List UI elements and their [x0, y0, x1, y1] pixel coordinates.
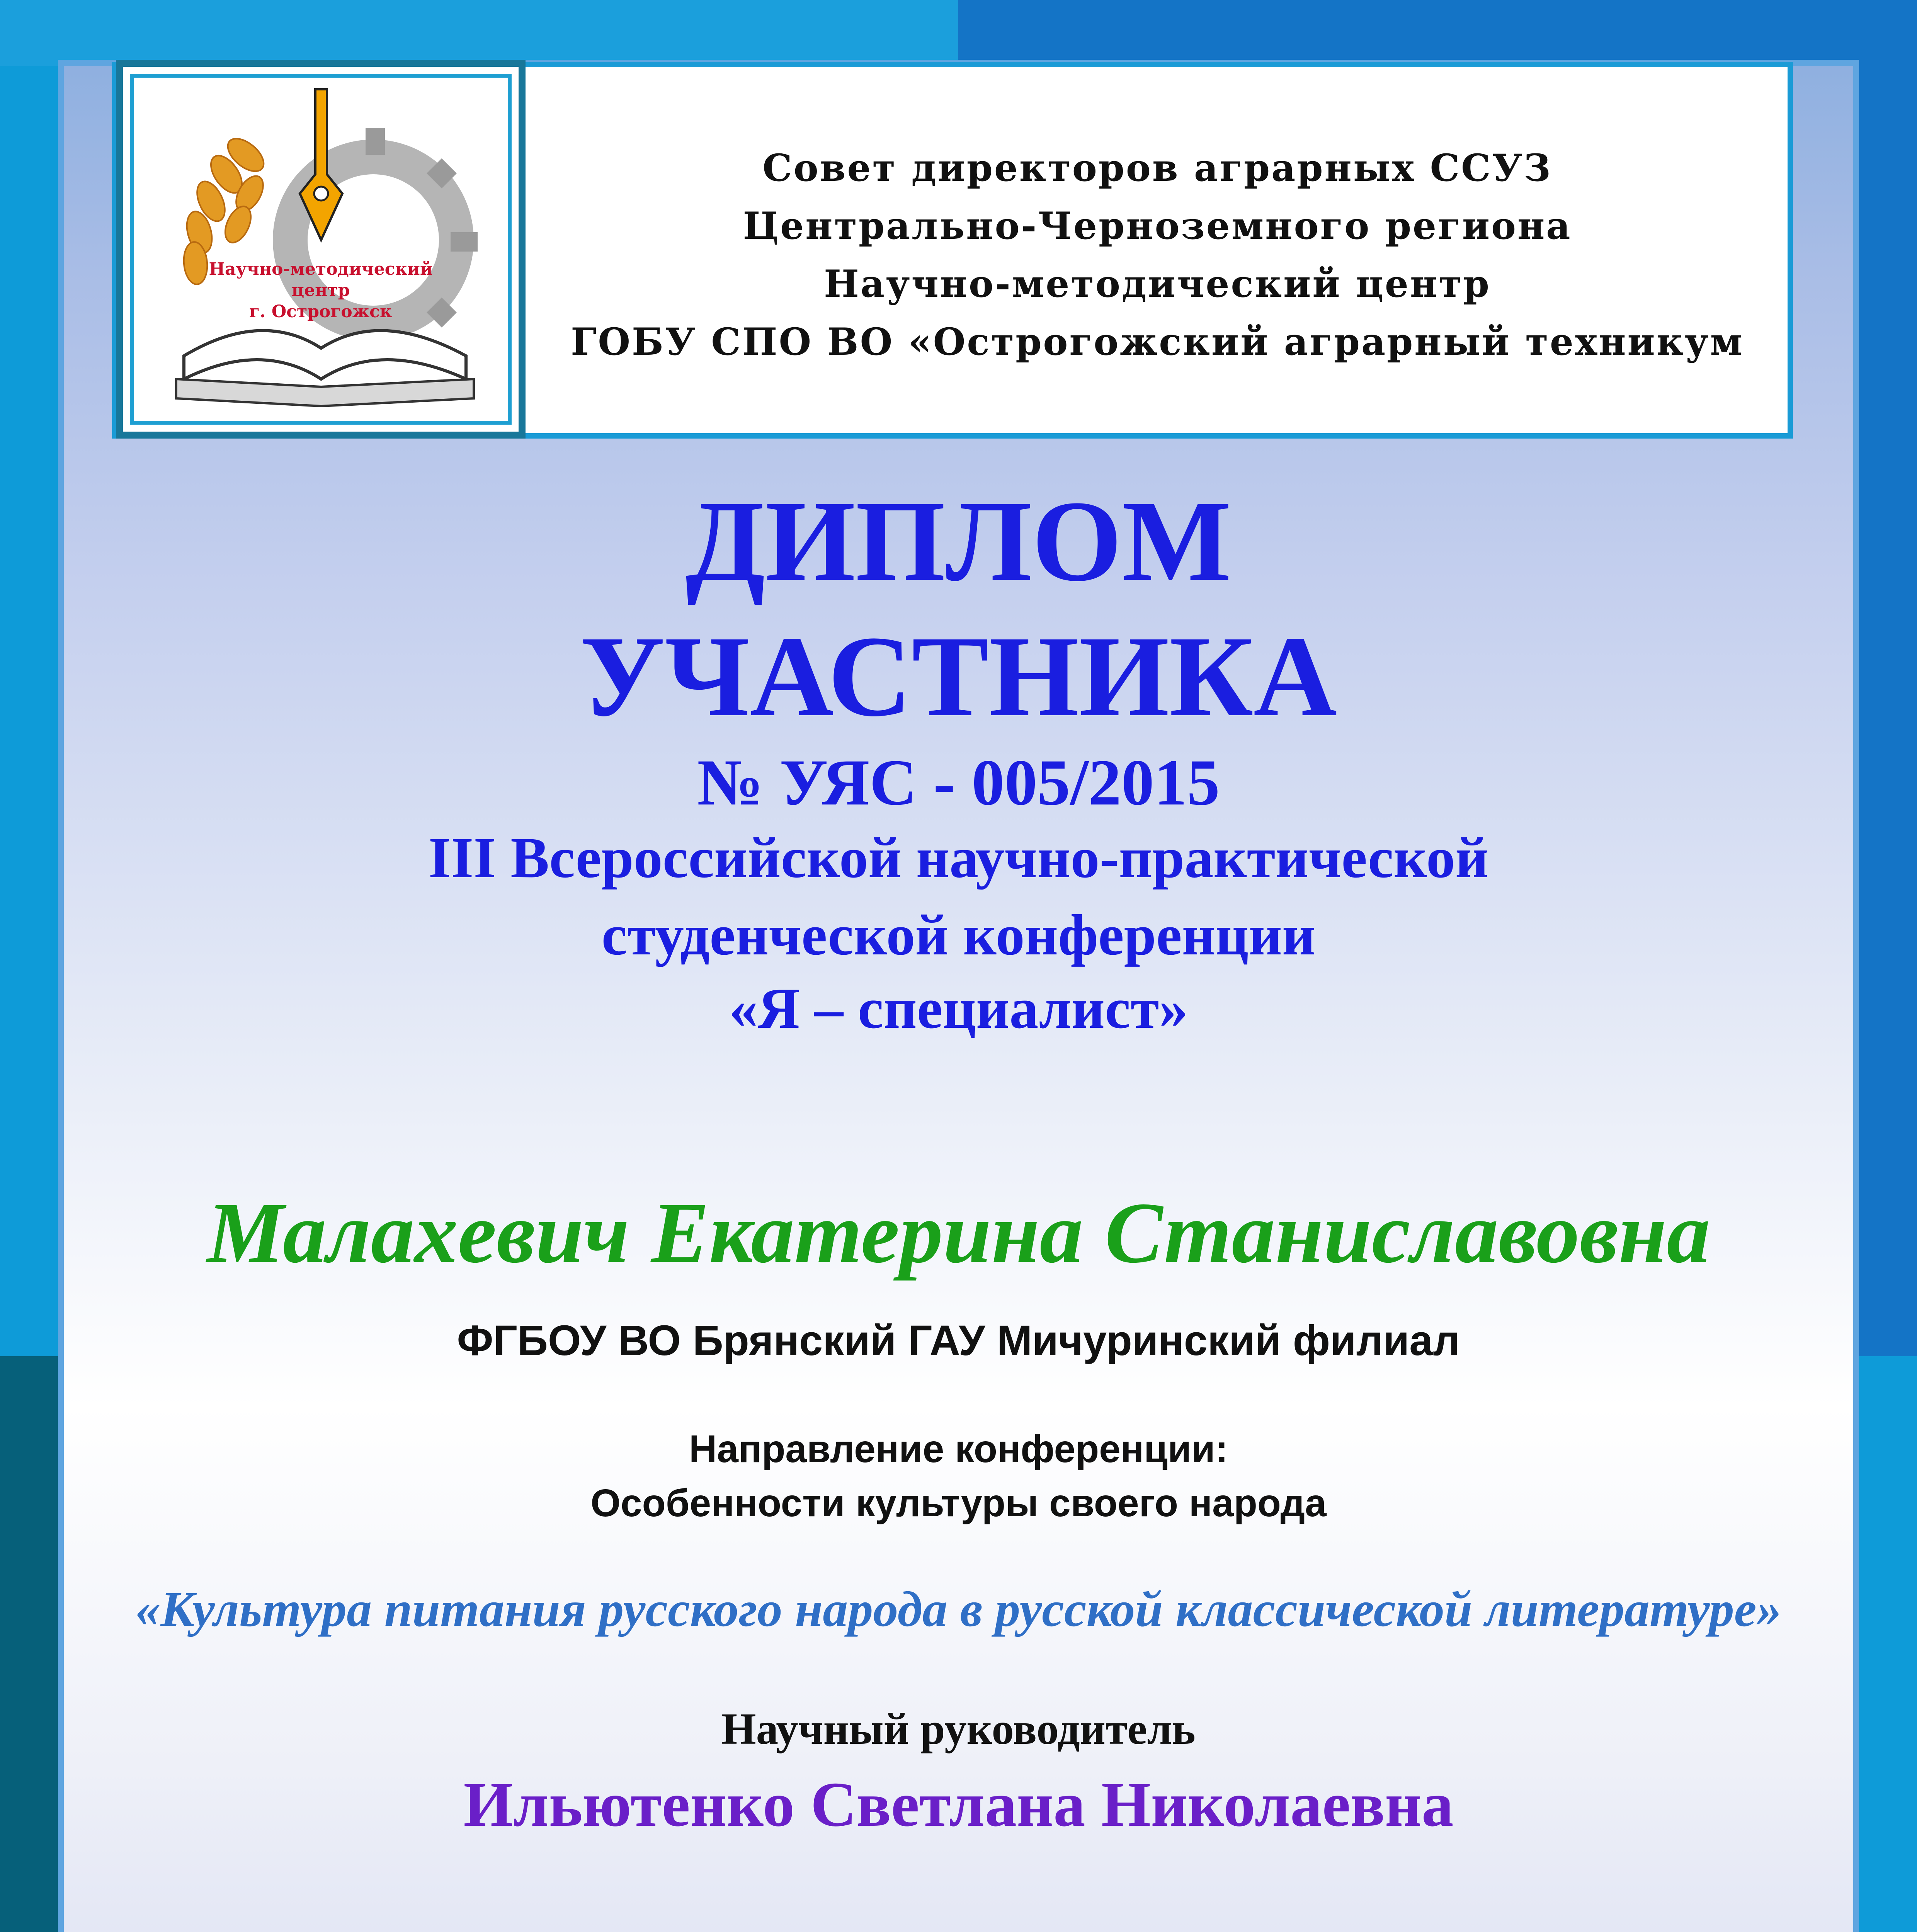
diploma-subtitle: УЧАСТНИКА [580, 612, 1337, 740]
supervisor-name: Ильютенко Светлана Николаевна [463, 1769, 1454, 1840]
conference-line-3: «Я – специалист» [729, 976, 1188, 1041]
conference-line-2: студенческой конференции [601, 903, 1316, 967]
logo-emblem-icon [134, 78, 520, 433]
logo [116, 60, 526, 439]
logo-text-line-2: центр [291, 281, 350, 300]
header-text [526, 139, 1789, 371]
logo-text-line-1: Научно-методический [209, 259, 433, 279]
diploma-number: № УЯС - 005/2015 [697, 746, 1220, 819]
participant-organization: ФГБОУ ВО Брянский ГАУ Мичуринский филиал [457, 1317, 1460, 1364]
supervisor-label: Научный руководитель [721, 1704, 1196, 1753]
header-line-1: Совет директоров аграрных ССУЗ [762, 146, 1552, 190]
research-topic: «Культура питания русского народа в русской классической литературе» [135, 1582, 1782, 1637]
header-line-4: ГОБУ СПО ВО «Острогожский аграрный техникум [571, 320, 1744, 364]
logo-text-line-3: г. Острогожск [249, 302, 392, 321]
diploma-title: ДИПЛОМ [685, 477, 1232, 605]
conference-line-1: III Всероссийской научно-практической [428, 826, 1489, 890]
logo-frame [130, 74, 512, 425]
participant-name: Малахевич Екатерина Станиславовна [207, 1184, 1710, 1281]
header-line-2: Центрально-Черноземного региона [743, 204, 1572, 248]
direction-value: Особенности культуры своего народа [590, 1481, 1327, 1525]
direction-label: Направление конференции: [689, 1427, 1228, 1471]
frame-band-top-left [0, 0, 958, 66]
header-line-3: Научно-методический центр [824, 262, 1491, 306]
